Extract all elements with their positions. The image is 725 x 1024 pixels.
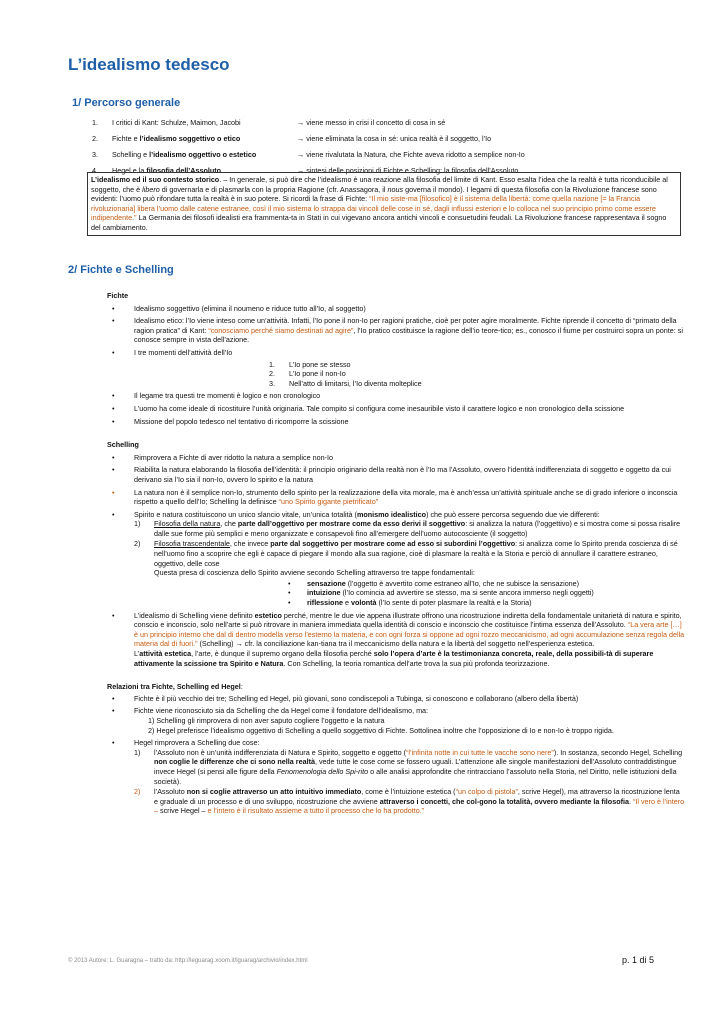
fichte-list xyxy=(107,304,685,427)
sub-item: 2) Hegel preferisce l’idealismo oggettivo di Schelling a quello soggettivo di Fichte. Sottolinea inoltre che l’opposizione di Io e non-Io è troppo rigida. xyxy=(148,725,614,735)
percorso-item: 3. Schelling e l’idealismo oggettivo o estetico → viene rivalutata la Natura, che Fichte aveva ridotto a semplice non-Io xyxy=(92,149,525,159)
moments-list xyxy=(134,360,685,389)
list-item: • L’idealismo di Schelling viene definito estetico perché, mentre le due vie appena illustrate offrono una ricostruzione indiretta della fondamentale unitarietà di natura e spirito, conscio e inconscio, solo nell’arte si può ritrovare in maniera immediata quella identità di conscio e inconscio che costituisce l’intima essenza dell’Assoluto. “La vera arte […] è un principio interno che dal di dentro modella verso l’esterno la materia, e con ogni forza si oppone ad ogni rozzo meccanicismo, ad ogni accumulazione senza regola della materia dal di fuori.” (Schelling) → cfr. la conciliazione kan-tiana tra il meccanicismo della natura e la libertà del soggetto nell’esperienza estetica. L’attività estetica, l’arte, è dunque il supremo organo della filosofia perché solo l’opera d’arte è la testimonianza concreta, reale, della possibili-tà di superare attivamente la scissione tra Spirito e Natura. Con Schelling, la teoria romantica dell’arte trova la sua più profonda teorizzazione. xyxy=(107,611,685,669)
footer-credits: © 2013 Autore: L. Guaragna – tratto da: http://leguarag.xoom.it/lguarag/archivio/index.html xyxy=(68,958,308,964)
subheading-fichte: Fichte xyxy=(107,291,129,300)
percorso-item: 4. Hegel e la filosofia dell’Assoluto → sintesi delle posizioni di Fichte e Schelling: la filosofia dell’Assoluto xyxy=(92,165,519,175)
stages-list xyxy=(134,579,685,608)
list-item: • Idealismo soggettivo (elimina il noumeno e riduce tutto all’Io, al soggetto) xyxy=(107,304,685,314)
stage-item: • sensazione (l’oggetto è avvertito come estraneo all’Io, che ne subisce la sensazione) xyxy=(134,579,685,589)
list-item: • L’uomo ha come ideale di ricostituire l’unità originaria. Tale compito si configura come inesauribile visto il carattere logico e non cronologico della scissione xyxy=(107,404,685,414)
way-item: 1) Filosofia della natura, che parte dall’oggettivo per mostrare come da esso derivi il soggettivo: si analizza la natura (l’oggettivo) e si mostra come si possa risalire dalle sue forme più semplici e meno organizzate e consapevoli fino all’emergere dell’uomo autocosciente (il soggetto) xyxy=(134,519,681,538)
moment-item: 3. Nell’atto di limitarsi, l’Io diventa molteplice xyxy=(269,378,422,388)
section-heading-percorso: 1/ Percorso generale xyxy=(72,97,181,109)
list-item: • Missione del popolo tedesco nel tentativo di ricomporre la scissione xyxy=(107,417,685,427)
list-item: • Fichte è il più vecchio dei tre; Schelling ed Hegel, più giovani, sono condiscepoli a Tubinga, si conoscono e collaborano (albero della libertà) xyxy=(107,694,685,704)
list-item: • Spirito e natura costituiscono un unico slancio vitale, un’unica totalità (monismo idealistico) che può essere percorsa seguendo due vie differenti: 1) Filosofia della natura, che parte dall’oggettivo per mostrare come da esso derivi il soggettivo: si analizza la natura (l’oggettivo) e si mostra come si possa risalire dalle sue forme più semplici e meno organizzate e consapevoli fino all’emergere dell’uomo autocosciente (il soggetto) 2) Filosofia trascendentale, che invece parte dal soggettivo per mostrare come ad esso si subordini l’oggettivo: si analizza come lo Spirito prenda coscienza di sé nell’uomo fino a scoprire che egli è capace di piegare il mondo alla sua ragione, cioè di plasmare la realtà e la Storia e perciò di annullare il carattere estraneo, oggettivo, delle cose Questa presa di coscienza dello Spirito avviene secondo Schelling attraverso tre tappe fondamentali: • sensazione (l’oggetto è avvertito come estraneo all’Io, che ne subisce la sensazione) • intuizione (l’Io comincia ad avvertire se stesso, ma si sente ancora immerso negli oggetti) • riflessione e volontà (l’Io sente di poter plasmare la realtà e la Storia) xyxy=(107,510,685,608)
section-heading-fichte-schelling: 2/ Fichte e Schelling xyxy=(68,264,174,276)
list-item: • La natura non è il semplice non-Io, strumento dello spirito per la realizzazione della vita morale, ma è anch’essa un’attività spirituale anche se di grado inferiore o inconscia rispetto a quello dell’Io; Schelling la definisce “uno Spirito gigante pietrificato” xyxy=(107,488,685,507)
relazioni-list xyxy=(107,694,685,816)
document-title: L’idealismo tedesco xyxy=(68,55,230,74)
fichte-quote: “Il mio siste-ma [filosofico] è il sistema della libertà: come quella nazione [= la Francia rivoluzionaria] libera l’uomo dalle catene estranee, così il mio sistema lo strappa dai vincoli delle cose in sé, dagli influssi esteriori e lo colloca nel suo principio primo come essere indipendente.” xyxy=(91,194,656,223)
hegel-critique-list xyxy=(134,748,685,816)
list-item: • Rimprovera a Fichte di aver ridotto la natura a semplice non-Io xyxy=(107,453,685,463)
stage-item: • riflessione e volontà (l’Io sente di poter plasmare la realtà e la Storia) xyxy=(134,598,685,608)
moment-item: 2. L’Io pone il non-Io xyxy=(269,369,346,379)
stage-item: • intuizione (l’Io comincia ad avvertire se stesso, ma si sente ancora immerso negli oggetti) xyxy=(134,588,685,598)
historical-context-box: L’idealismo ed il suo contesto storico. – In generale, si può dire che l’idealismo è una reazione alla filosofia del limite di Kant. Esso esalta l’idea che la realtà è tutta riconducibile al soggetto, che è libero di governarla e di plasmarla con la propria Ragione (cfr. Anassagora, il nous governa il mondo). I legami di questa filosofia con la Rivoluzione francese sono evidenti: l’uomo può rifondare tutta la realtà è in suo potere. Si ricordi la frase di Fichte: “Il mio siste-ma [filosofico] è il sistema della libertà: come quella nazione [= la Francia rivoluzionaria] libera l’uomo dalle catene estranee, così il mio sistema lo strappa dai vincoli delle cose in sé, dagli influssi esteriori e lo colloca nel suo principio primo come essere indipendente.” La Germania dei filosofi idealisti era frammenta-ta in Stati in cui vigevano ancora antichi vincoli e consuetudini feudali. La Rivoluzione francese rappresentava il sogno del cambiamento. xyxy=(87,172,681,236)
percorso-list xyxy=(92,114,652,178)
arrow-icon: → xyxy=(297,165,305,175)
list-item: • Hegel rimprovera a Schelling due cose: 1) l’Assoluto non è un’unità indifferenziata di Natura e Spirito, soggetto e oggetto (“l’infinita notte in cui tutte le vacche sono nere”). In sostanza, secondo Hegel, Schelling non coglie le differenze che ci sono nella realtà, vede tutte le cose come se fossero uguali. L’attenzione alle singole manifestazioni dell’Assoluto contraddistingue invece Hegel (si pensi alle figure della Fenomenologia dello Spi-rito o alle analisi approfondite che rintracciano l’assoluto nella Storia, nel Diritto, nelle istituzioni della società). 2) l’Assoluto non si coglie attraverso un atto intuitivo immediato, come è l’intuizione estetica (“un colpo di pistola”, scrive Hegel), ma attraverso la ricostruzione lenta e graduale di un processo e di uno sviluppo, ricostruzione che avviene attraverso i concetti, che col-gono la totalità, ovvero mediante la filosofia. “Il vero è l’intero – scrive Hegel – e l’intero è il risultato assieme a tutto il processo che lo ha prodotto.” xyxy=(107,738,685,816)
sub-item: 1) Schelling gli rimprovera di non aver saputo cogliere l’oggetto e la natura xyxy=(148,715,385,725)
schelling-list xyxy=(107,453,685,668)
two-ways-list xyxy=(134,519,685,578)
list-item: • I tre momenti dell’attività dell’Io 1. L’Io pone se stesso 2. L’Io pone il non-Io 3. Nell’atto di limitarsi, l’Io diventa molteplice xyxy=(107,348,685,388)
subheading-schelling: Schelling xyxy=(107,440,139,450)
page-number: p. 1 di 5 xyxy=(622,955,655,965)
moment-item: 1. L’Io pone se stesso xyxy=(269,359,351,369)
arrow-icon: → xyxy=(297,133,305,143)
arrow-icon: → xyxy=(297,117,305,127)
way-item: 2) Filosofia trascendentale, che invece parte dal soggettivo per mostrare come ad esso si subordini l’oggettivo: si analizza come lo Spirito prenda coscienza di sé nell’uomo fino a scoprire che egli è capace di piegare il mondo alla sua ragione, cioè di plasmare la realtà e la Storia e perciò di annullare il carattere estraneo, oggettivo, delle cose Questa presa di coscienza dello Spirito avviene secondo Schelling attraverso tre tappe fondamentali: xyxy=(134,539,678,578)
percorso-item: 1. I critici di Kant: Schulze, Maimon, Jacobi → viene messo in crisi il concetto di cosa in sé xyxy=(92,117,446,127)
list-item: • Fichte viene riconosciuto sia da Schelling che da Hegel come il fondatore dell’idealismo, ma: 1) Schelling gli rimprovera di non aver saputo cogliere l’oggetto e la natura 2) Hegel preferisce l’idealismo oggettivo di Schelling a quello soggettivo di Fichte. Sottolinea inoltre che l’opposizione di Io e non-Io è troppo rigida. xyxy=(107,706,685,735)
percorso-item: 2. Fichte e l’idealismo soggettivo o etico → viene eliminata la cosa in sé: unica realtà è il soggetto, l’Io xyxy=(92,133,492,143)
critique-item: 2) l’Assoluto non si coglie attraverso un atto intuitivo immediato, come è l’intuizione estetica (“un colpo di pistola”, scrive Hegel), ma attraverso la ricostruzione lenta e graduale di un processo e di uno sviluppo, ricostruzione che avviene attraverso i concetti, che col-gono la totalità, ovvero mediante la filosofia. “Il vero è l’intero – scrive Hegel – e l’intero è il risultato assieme a tutto il processo che lo ha prodotto.” xyxy=(134,787,685,816)
list-item: • Il legame tra questi tre momenti è logico e non cronologico xyxy=(107,391,685,401)
list-item: • Riabilita la natura elaborando la filosofia dell’identità: il principio originario della realtà non è l’Io ma l’Assoluto, ovvero l’identità indifferenziata di soggetto e oggetto da cui derivano sia l’Io sia il non-Io, ovvero lo spirito e la natura xyxy=(107,465,685,484)
section-fichte-schelling xyxy=(107,291,685,819)
list-item: • Idealismo etico: l’Io viene inteso come un’attività. Infatti, l’Io pone il non-Io per ragioni pratiche, cioè per poter agire moralmente. Fichte riprende il concetto di “primato della ragion pratica” di Kant: “conosciamo perché siamo destinati ad agire”, l’Io pratico costituisce la ragione dell’io teore-tico; es., conosco il fiume per costruirci sopra un ponte: si conosce sempre in vista dell’azione. xyxy=(107,316,685,345)
arrow-icon: → xyxy=(297,149,305,159)
critique-item: 1) l’Assoluto non è un’unità indifferenziata di Natura e Spirito, soggetto e oggetto (“l’infinita notte in cui tutte le vacche sono nere”). In sostanza, secondo Hegel, Schelling non coglie le differenze che ci sono nella realtà, vede tutte le cose come se fossero uguali. L’attenzione alle singole manifestazioni dell’Assoluto contraddistingue invece Hegel (si pensi alle figure della Fenomenologia dello Spi-rito o alle analisi approfondite che rintracciano l’assoluto nella Storia, nel Diritto, nelle istituzioni della società). xyxy=(134,747,683,786)
subheading-relazioni: Relazioni tra Fichte, Schelling ed Hegel: xyxy=(107,682,243,692)
